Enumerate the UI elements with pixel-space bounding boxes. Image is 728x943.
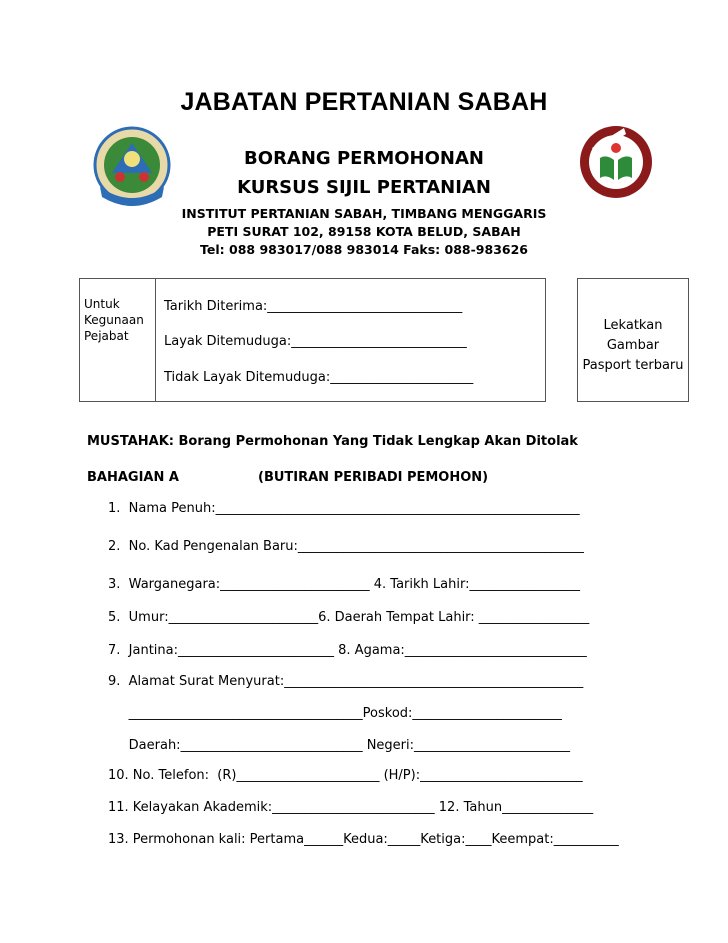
- date-received-field[interactable]: Tarikh Diterima:______________________________: [164, 299, 463, 314]
- page-title: JABATAN PERTANIAN SABAH: [180, 88, 548, 116]
- form-title-1: BORANG PERMOHONAN: [244, 148, 484, 169]
- not-eligible-interview-field[interactable]: Tidak Layak Ditemuduga:______________________: [164, 370, 474, 385]
- office-use-label: Untuk Kegunaan Pejabat: [84, 297, 144, 343]
- district-state-field[interactable]: Daerah:____________________________ Negeri:________________________: [108, 738, 571, 753]
- notice-text: MUSTAHAK: Borang Permohonan Yang Tidak Lengkap Akan Ditolak: [87, 434, 578, 449]
- mailing-address-field[interactable]: 9. Alamat Surat Menyurat:______________________________________________: [108, 674, 584, 689]
- section-title: (BUTIRAN PERIBADI PEMOHON): [258, 470, 489, 485]
- office-box-divider: [155, 278, 156, 402]
- postcode-field[interactable]: ____________________________________Poskod:_______________________: [108, 706, 562, 721]
- citizenship-dob-field[interactable]: 3. Warganegara:_______________________ 4. Tarikh Lahir:_________________: [108, 577, 580, 592]
- ic-number-field[interactable]: 2. No. Kad Pengenalan Baru:____________________________________________: [108, 539, 584, 554]
- gender-religion-field[interactable]: 7. Jantina:________________________ 8. Agama:____________________________: [108, 643, 587, 658]
- institute-name: INSTITUT PERTANIAN SABAH, TIMBANG MENGGARIS: [181, 206, 547, 221]
- eligible-interview-field[interactable]: Layak Ditemuduga:___________________________: [164, 334, 467, 349]
- photo-box-label: Lekatkan Gambar Pasport terbaru: [582, 318, 684, 373]
- institute-address: PETI SURAT 102, 89158 KOTA BELUD, SABAH: [207, 224, 521, 239]
- application-count-field[interactable]: 13. Permohonan kali: Pertama______Kedua:_____Ketiga:____Keempat:__________: [108, 832, 619, 847]
- phone-field[interactable]: 10. No. Telefon: (R)______________________ (H/P):_________________________: [108, 768, 583, 783]
- section-name: BAHAGIAN A: [87, 470, 179, 485]
- age-birthplace-field[interactable]: 5. Umur:_______________________6. Daerah Tempat Lahir: _________________: [108, 610, 590, 625]
- academic-year-field[interactable]: 11. Kelayakan Akademik:_________________________ 12. Tahun______________: [108, 800, 594, 815]
- institute-contact: Tel: 088 983017/088 983014 Faks: 088-983626: [200, 242, 528, 257]
- form-title-2: KURSUS SIJIL PERTANIAN: [237, 177, 491, 198]
- full-name-field[interactable]: 1. Nama Penuh:________________________________________________________: [108, 501, 580, 516]
